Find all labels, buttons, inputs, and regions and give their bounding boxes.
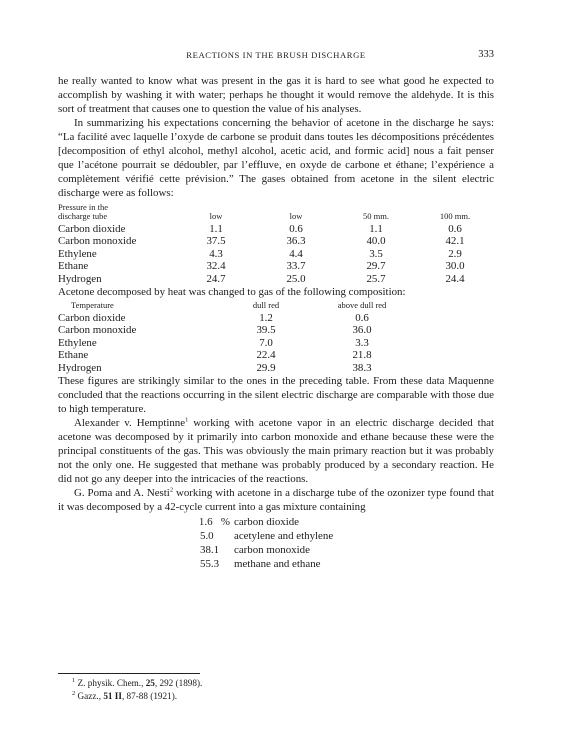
footnotes: [58, 677, 202, 702]
page-number: 333: [478, 49, 494, 60]
table-row: Hydrogen 29.9 38.3: [58, 361, 372, 374]
table-row: Carbon monoxide 37.5 36.3 40.0 42.1: [58, 235, 465, 248]
table-row: Ethane 32.4 33.7 29.7 30.0: [58, 260, 465, 273]
table1-col-header: low: [209, 211, 223, 221]
paragraph-1: he really wanted to know what was present in the gas it is hard to see what good he expected to accomplish by washing it with water; perhaps he thought it would remove the aldehyde. It is this sort of treatment that causes one to question the value of his analyses.: [58, 75, 494, 115]
paragraph-3: Acetone decomposed by heat was changed to gas of the following composition:: [58, 286, 406, 299]
table-row: Ethylene 7.0 3.3: [58, 336, 369, 349]
paragraph-4: These figures are strikingly similar to the ones in the preceding table. From these data Maquenne concluded that the reactions occurring in the silent electric discharge are comparable with those due to high temperature.: [58, 375, 494, 416]
table1-col-header: 100 mm.: [439, 211, 471, 221]
table-row: Hydrogen 24.7 25.0 25.7 24.4: [58, 272, 465, 285]
list-item: 1.6 % carbon dioxide: [198, 516, 300, 529]
table1-col-header: low: [289, 211, 303, 221]
footnote-divider: [58, 673, 200, 674]
discharge-gas-table: [58, 203, 494, 285]
table-row: Carbon dioxide 1.1 0.6 1.1 0.6: [58, 223, 462, 235]
table-row: Ethylene 4.3 4.4 3.5 2.9: [58, 247, 462, 260]
footnote-mark: 2: [169, 486, 174, 494]
running-header: [58, 50, 494, 64]
paragraph-6: G. Poma and A. Nesti$^2$ working with acetone in a discharge tube of the ozonizer type found that it was decomposed by a 42-cycle current into a gas mixture containing: [58, 486, 494, 514]
footnote-2: $^2$ Gazz., 51 II, 87-88 (1921).: [72, 689, 178, 701]
table2-col-header: above dull red: [337, 300, 387, 311]
table-row: Ethane 22.4 21.8: [58, 349, 372, 362]
table2-col-header: dull red: [252, 300, 280, 311]
running-title: REACTIONS IN THE BRUSH DISCHARGE: [186, 50, 366, 60]
heat-gas-table: [58, 301, 494, 374]
body-text: [58, 74, 494, 571]
table-row: Carbon dioxide 1.2 0.6: [58, 312, 369, 325]
paragraph-2: In summarizing his expectations concerning the behavior of acetone in the discharge he says: “La facilité avec laquelle l’oxyde de carbone se produit dans toutes les décompositions précédentes [decomposition of ethyl alcohol, methyl alcohol, acetic acid, and formic acid] nous a fait penser que l’acétone pourrait se dédoubler, par l’effluve, en oxyde de carbone et éthane; l’expérience a complètement vérifié cette prévision.” The gases obtained from acetone in the silent electric discharge were as follows:: [58, 117, 494, 199]
table1-col-header: 50 mm.: [363, 211, 389, 221]
paragraph-5: Alexander v. Hemptinne$^1$ working with acetone vapor in an electric discharge decided that acetone was decomposed by it primarily into carbon monoxide and ethane because these were the principal constituents of the gas. This was obviously the main primary reaction but it was probably not the only one. He suggested that methane was probably produced by a secondary reaction. He did not go any deeper into the intricacies of the reactions.: [58, 416, 494, 486]
footnote-1: $^1$ Z. physik. Chem., 25, 292 (1898).: [72, 676, 203, 688]
composition-list: [58, 515, 494, 571]
table1-header-label: Pressure in the discharge tube: [58, 202, 109, 221]
table-row: Carbon monoxide 39.5 36.0: [58, 324, 372, 337]
list-item: 38.1 carbon monoxide: [200, 544, 310, 557]
table2-header-label: Temperature: [71, 300, 114, 311]
footnote-mark: 1: [185, 416, 189, 424]
list-item: 55.3 methane and ethane: [200, 558, 321, 571]
list-item: 5.0 acetylene and ethylene: [200, 530, 334, 543]
